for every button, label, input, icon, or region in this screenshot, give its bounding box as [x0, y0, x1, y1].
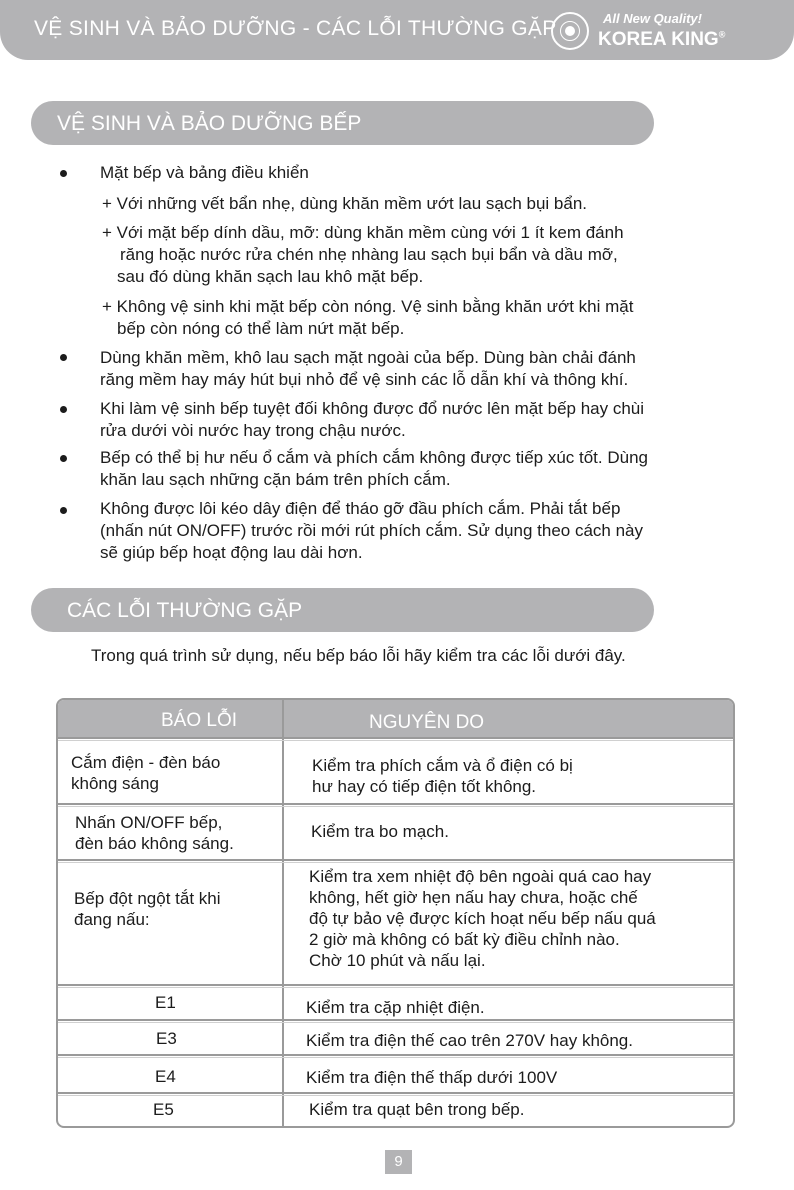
- list-item: Dùng khăn mềm, khô lau sạch mặt ngoài của bếp. Dùng bàn chải đánh: [100, 348, 636, 367]
- cause-cell: [309, 866, 656, 971]
- cell-line: Bếp đột ngột tắt khi: [74, 889, 221, 908]
- list-item-line: sẽ giúp bếp hoạt động lau dài hơn.: [100, 543, 363, 562]
- sub-item-line: sau đó dùng khăn sạch lau khô mặt bếp.: [117, 267, 424, 286]
- row-divider: [58, 1019, 733, 1021]
- cause-cell: Kiểm tra điện thế cao trên 270V hay không.: [306, 1031, 633, 1050]
- section-header-errors: [31, 588, 654, 632]
- cause-cell: [311, 821, 449, 842]
- brand-seal-icon: [551, 12, 589, 50]
- column-divider: [282, 700, 284, 1126]
- cell-line: không, hết giờ hẹn nấu hay chưa, hoặc chế: [309, 888, 638, 907]
- bullet-icon: [60, 170, 67, 177]
- header-title: VỆ SINH VÀ BẢO DƯỠNG - CÁC LỖI THƯỜNG GẶP: [34, 17, 557, 40]
- sub-item-line: bếp còn nóng có thể làm nứt mặt bếp.: [117, 319, 405, 338]
- cause-cell: [312, 755, 573, 797]
- bullet-icon: [60, 354, 67, 361]
- cell-line: Nhấn ON/OFF bếp,: [75, 813, 223, 832]
- sub-item-line: răng hoặc nước rửa chén nhẹ nhàng lau sạch bụi bẩn và dầu mỡ,: [120, 245, 618, 264]
- page-header: [0, 0, 794, 60]
- cause-cell: Kiểm tra quạt bên trong bếp.: [309, 1100, 525, 1119]
- row-divider: [58, 984, 733, 986]
- sub-item: + Với những vết bẩn nhẹ, dùng khăn mềm ướt lau sạch bụi bẩn.: [102, 194, 587, 213]
- row-divider: [58, 1092, 733, 1094]
- cause-cell: Kiểm tra cặp nhiệt điện.: [306, 998, 485, 1017]
- cell-line: Kiểm tra bo mạch.: [311, 822, 449, 841]
- errors-intro: Trong quá trình sử dụng, nếu bếp báo lỗi hãy kiểm tra các lỗi dưới đây.: [91, 646, 626, 665]
- list-item: Bếp có thể bị hư nếu ổ cắm và phích cắm không được tiếp xúc tốt. Dùng: [100, 448, 648, 467]
- row-divider: [58, 1054, 733, 1056]
- cell-line: Kiểm tra xem nhiệt độ bên ngoài quá cao hay: [309, 867, 652, 886]
- table-header: [58, 700, 733, 738]
- cell-line: Cắm điện - đèn báo: [71, 753, 221, 772]
- list-item-line: răng mềm hay máy hút bụi nhỏ để vệ sinh các lỗ dẫn khí và thông khí.: [100, 370, 629, 389]
- list-item: Khi làm vệ sinh bếp tuyệt đối không được đổ nước lên mặt bếp hay chùi: [100, 399, 645, 418]
- sub-item: + Không vệ sinh khi mặt bếp còn nóng. Vệ sinh bằng khăn ướt khi mặt: [102, 297, 634, 316]
- page-number: 9: [385, 1150, 412, 1174]
- error-code: E5: [153, 1100, 174, 1119]
- brand-tagline: All New Quality!: [603, 11, 702, 26]
- list-item: Không được lôi kéo dây điện để tháo gỡ đầu phích cắm. Phải tắt bếp: [100, 499, 621, 518]
- cell-line: độ tự bảo vệ được kích hoạt nếu bếp nấu quá: [309, 909, 656, 928]
- section-title: CÁC LỖI THƯỜNG GẶP: [67, 599, 303, 622]
- bullet-icon: [60, 507, 67, 514]
- cell-line: không sáng: [71, 774, 159, 793]
- cell-line: đang nấu:: [74, 910, 150, 929]
- registered-mark: ®: [718, 29, 726, 40]
- list-item: Mặt bếp và bảng điều khiển: [100, 163, 309, 182]
- error-code: E3: [156, 1029, 177, 1048]
- error-cell: [71, 752, 220, 794]
- cause-cell: Kiểm tra điện thế thấp dưới 100V: [306, 1068, 558, 1087]
- cell-line: đèn báo không sáng.: [75, 834, 234, 853]
- list-item-line: rửa dưới vòi nước hay trong chậu nước.: [100, 421, 406, 440]
- error-code: E1: [155, 993, 176, 1012]
- row-divider: [58, 737, 733, 739]
- row-divider: [58, 859, 733, 861]
- list-item-line: (nhấn nút ON/OFF) trước rồi mới rút phích cắm. Sử dụng theo cách này: [100, 521, 643, 540]
- brand-logo: [598, 29, 725, 51]
- list-item-line: khăn lau sạch những cặn bám trên phích cắm.: [100, 470, 451, 489]
- error-code: E4: [155, 1067, 176, 1086]
- error-cell: [75, 812, 234, 854]
- section-header-cleaning: [31, 101, 654, 145]
- bullet-icon: [60, 406, 67, 413]
- cell-line: Kiểm tra phích cắm và ổ điện có bị: [312, 756, 573, 775]
- column-header-cause: NGUYÊN DO: [369, 712, 485, 733]
- error-table: [56, 698, 735, 1128]
- bullet-icon: [60, 455, 67, 462]
- section-title: VỆ SINH VÀ BẢO DƯỠNG BẾP: [57, 112, 362, 135]
- sub-item: + Với mặt bếp dính dầu, mỡ: dùng khăn mềm cùng với 1 ít kem đánh: [102, 223, 624, 242]
- column-header-error: BÁO LỖI: [161, 710, 238, 731]
- cell-line: 2 giờ mà không có bất kỳ điều chỉnh nào.: [309, 930, 620, 949]
- cell-line: Chờ 10 phút và nấu lại.: [309, 951, 486, 970]
- cell-line: hư hay có tiếp điện tốt không.: [312, 777, 537, 796]
- row-divider: [58, 803, 733, 805]
- brand-name: KOREA KING: [598, 29, 719, 50]
- error-cell: [74, 888, 221, 930]
